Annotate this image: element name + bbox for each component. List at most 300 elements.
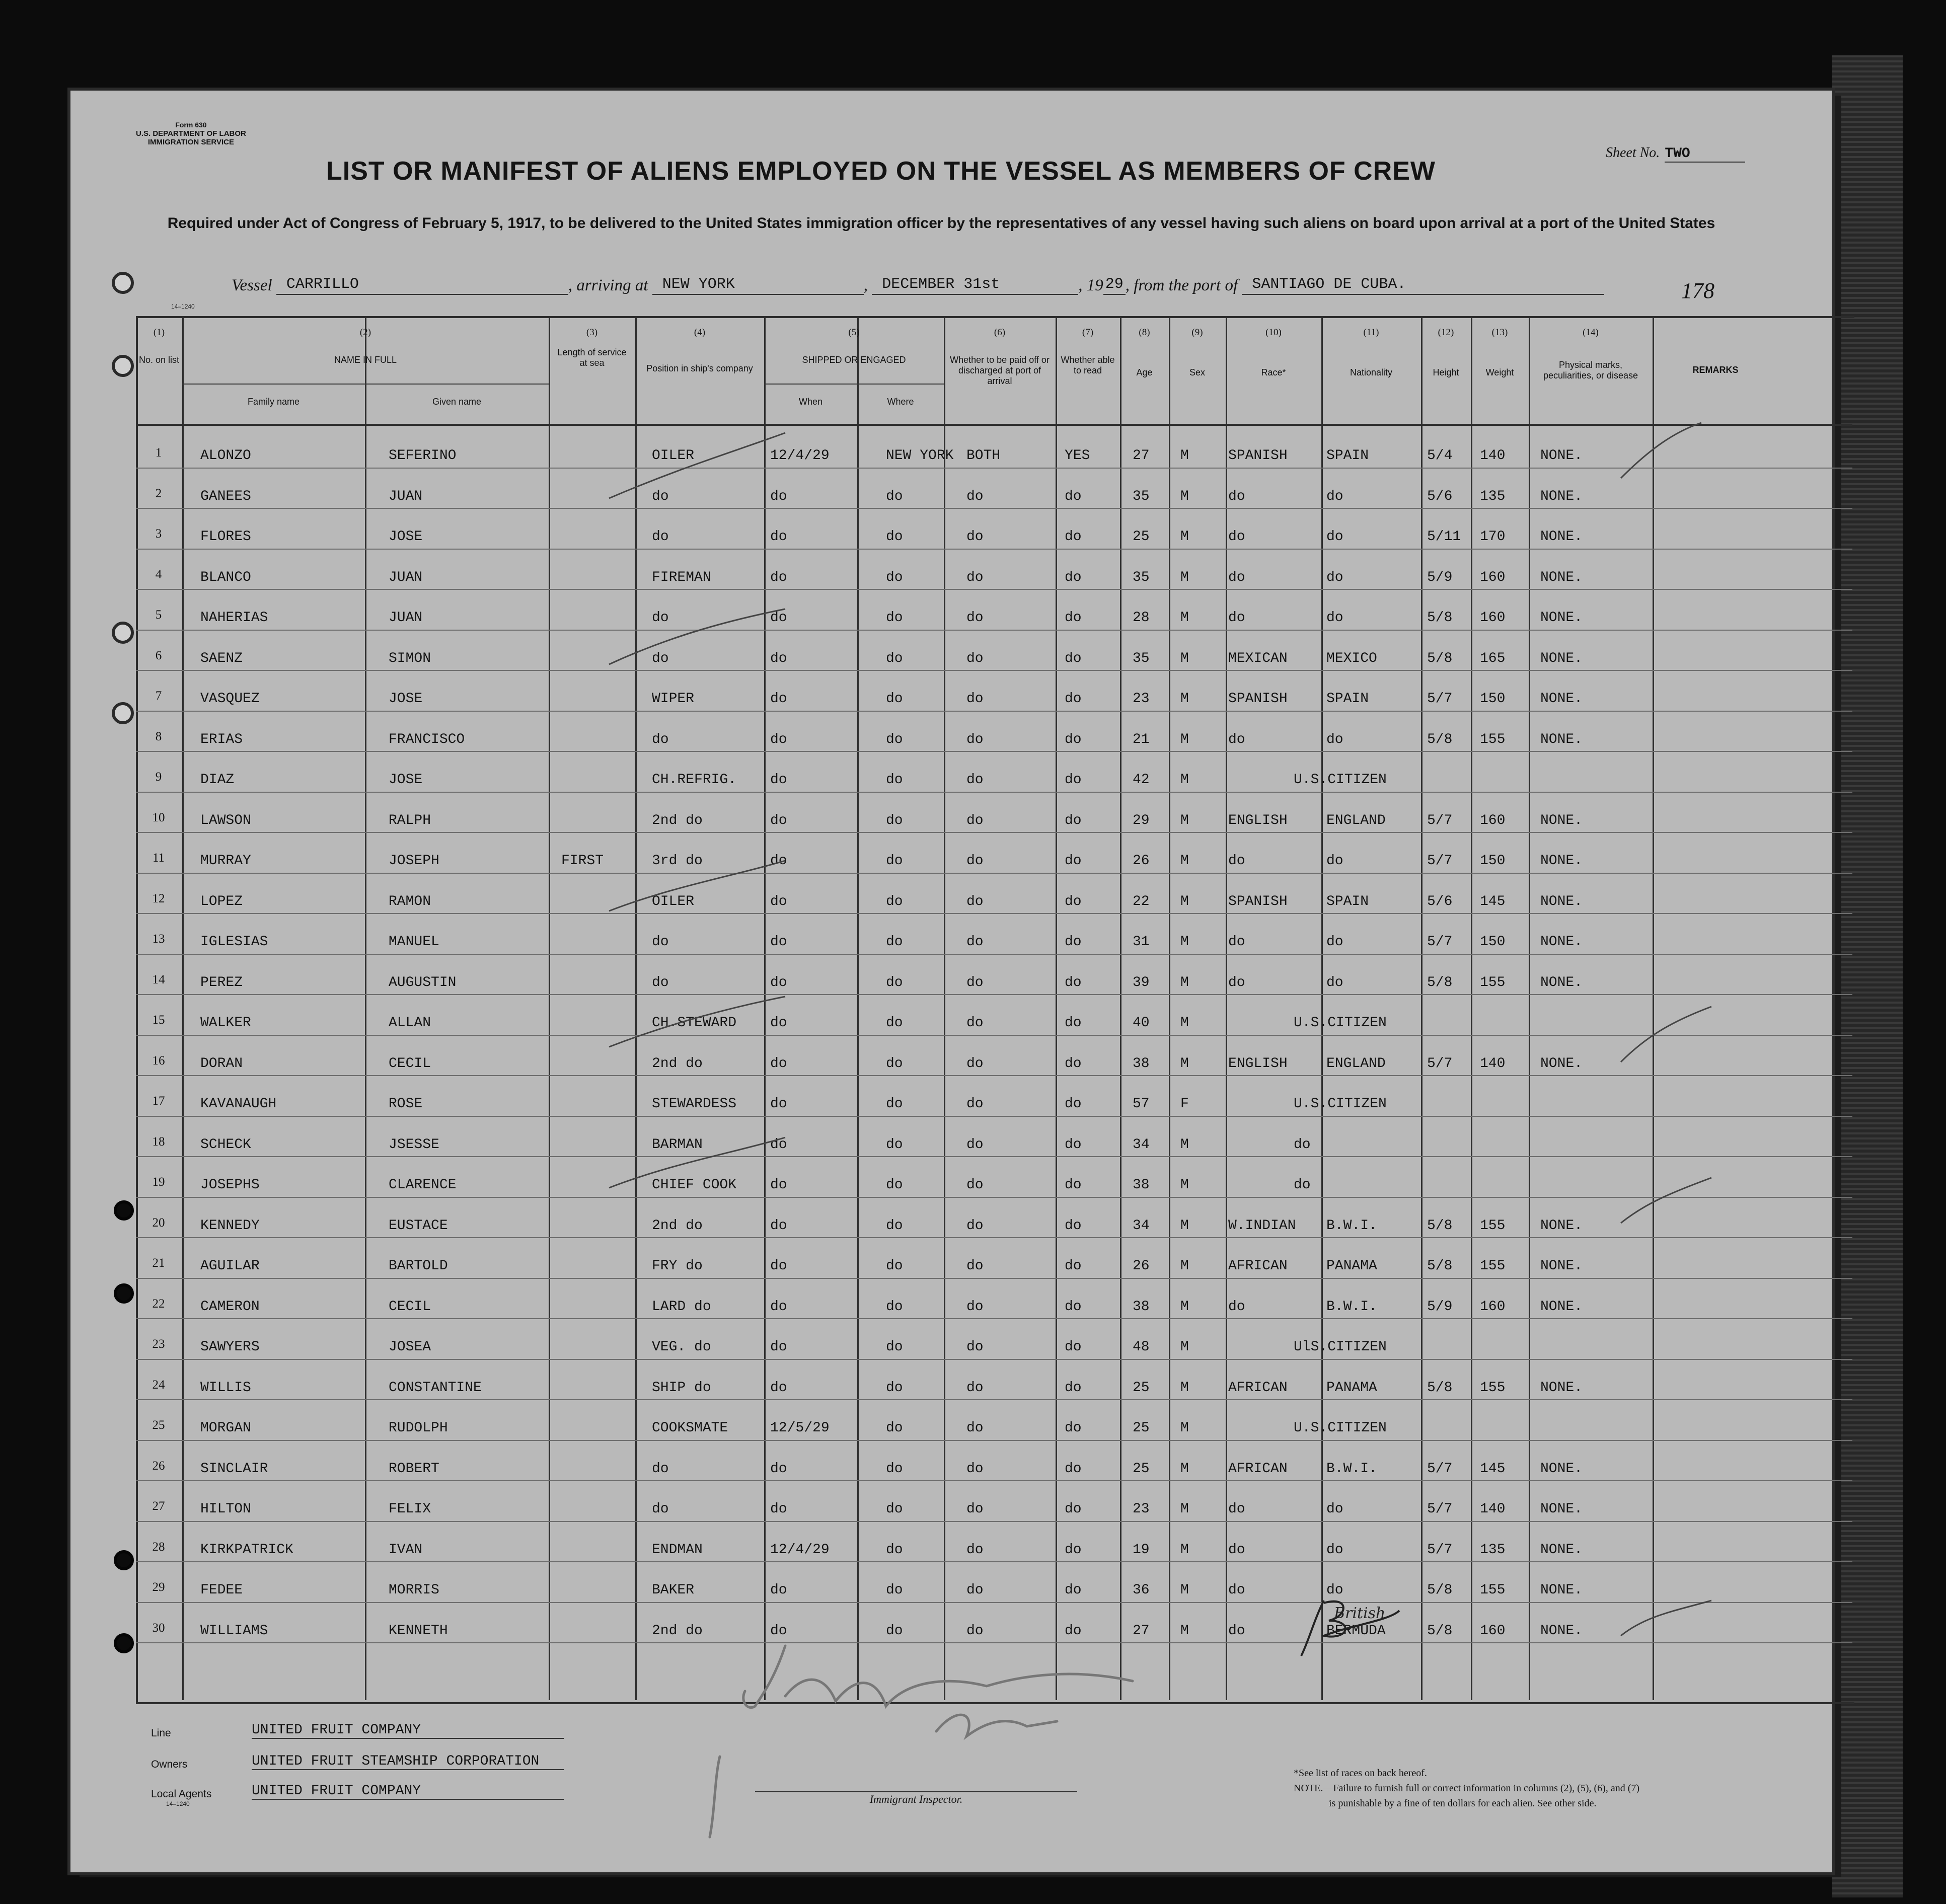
cell-nationality: SPAIN xyxy=(1326,448,1369,464)
cell-when: do xyxy=(770,691,787,707)
cell-sex: M xyxy=(1180,1623,1189,1639)
cell-age: 35 xyxy=(1133,488,1150,504)
cell-read: do xyxy=(1065,731,1082,747)
cell-where: do xyxy=(886,691,903,707)
col2-number: (2) xyxy=(359,327,371,338)
cell-marks: NONE. xyxy=(1540,974,1583,991)
row-number: 10 xyxy=(152,810,165,824)
cell-when: do xyxy=(770,1136,787,1153)
cell-where: do xyxy=(886,1217,903,1234)
cell-read: do xyxy=(1065,893,1082,909)
cell-marks: NONE. xyxy=(1540,488,1583,504)
line-label: Line xyxy=(151,1727,171,1739)
cell-height: 5/6 xyxy=(1427,893,1453,909)
cell-given: BARTOLD xyxy=(389,1258,448,1274)
cell-weight: 135 xyxy=(1480,1542,1506,1558)
cell-read: do xyxy=(1065,610,1082,626)
cell-sex: M xyxy=(1180,1501,1189,1517)
row-number: 19 xyxy=(152,1175,165,1189)
cell-family: HILTON xyxy=(200,1501,251,1517)
cell-nationality: B.W.I. xyxy=(1326,1461,1377,1477)
col-remarks-header: REMARKS xyxy=(1692,365,1739,375)
col-where-header: Where xyxy=(887,397,914,407)
cell-read: do xyxy=(1065,1177,1082,1193)
row-number: 8 xyxy=(155,729,162,743)
col11-number: (11) xyxy=(1363,327,1379,338)
col-no-header: No. on list xyxy=(138,355,180,365)
cell-height: 5/8 xyxy=(1427,731,1453,747)
cell-nationality: SPAIN xyxy=(1326,893,1369,909)
cell-weight: 140 xyxy=(1480,1055,1506,1072)
cell-height: 5/9 xyxy=(1427,1299,1453,1315)
cell-family: IGLESIAS xyxy=(200,934,268,950)
cell-read: do xyxy=(1065,1420,1082,1436)
cell-marks: NONE. xyxy=(1540,1461,1583,1477)
cell-weight: 155 xyxy=(1480,1217,1506,1234)
cell-race: SPANISH xyxy=(1228,893,1288,909)
check-marks xyxy=(609,423,1711,1636)
cell-nationality: BERMUDA xyxy=(1326,1623,1386,1639)
row-number: 28 xyxy=(152,1540,165,1554)
row-number: 27 xyxy=(152,1499,165,1513)
cell-weight: 135 xyxy=(1480,488,1506,504)
cell-marks: NONE. xyxy=(1540,448,1583,464)
cell-sex: M xyxy=(1180,1339,1189,1355)
cell-nationality: do xyxy=(1326,974,1343,991)
cell-given: RALPH xyxy=(389,812,431,828)
cell-when: do xyxy=(770,934,787,950)
cell-where: do xyxy=(886,1420,903,1436)
cell-position: do xyxy=(652,974,669,991)
cell-weight: 145 xyxy=(1480,1461,1506,1477)
cell-sex: M xyxy=(1180,1420,1189,1436)
cell-nationality: ENGLAND xyxy=(1326,1055,1386,1072)
cell-read: do xyxy=(1065,1380,1082,1396)
col13-number: (13) xyxy=(1491,327,1508,338)
cell-paid: do xyxy=(966,1420,984,1436)
vessel-name: CARRILLO xyxy=(276,276,568,295)
cell-height: 5/4 xyxy=(1427,448,1453,464)
cell-read: do xyxy=(1065,812,1082,828)
cell-paid: do xyxy=(966,1542,984,1558)
cell-where: do xyxy=(886,1055,903,1072)
cell-position: 3rd do xyxy=(652,853,703,869)
year-prefix: , 19 xyxy=(1078,276,1103,294)
col-height-header: Height xyxy=(1433,367,1459,377)
cell-paid: do xyxy=(966,691,984,707)
cell-given: AUGUSTIN xyxy=(389,974,457,991)
arriving-label: , arriving at xyxy=(568,276,648,294)
cell-where: do xyxy=(886,731,903,747)
cell-family: BLANCO xyxy=(200,569,251,585)
row-number: 29 xyxy=(152,1580,165,1594)
cell-age: 25 xyxy=(1133,529,1150,545)
cell-height: 5/9 xyxy=(1427,569,1453,585)
cell-position: 2nd do xyxy=(652,1623,703,1639)
cell-height: 5/7 xyxy=(1427,812,1453,828)
cell-family: WALKER xyxy=(200,1015,251,1031)
cell-where: do xyxy=(886,529,903,545)
cell-given: EUSTACE xyxy=(389,1217,448,1234)
cell-when: 12/5/29 xyxy=(770,1420,830,1436)
from-label: , from the port of xyxy=(1125,276,1238,294)
cell-marks: NONE. xyxy=(1540,853,1583,869)
document-subtitle: Required under Act of Congress of February 5, 1917, to be delivered to the United States immigration officer by the representatives of any vessel having such aliens on board upon arrival at a port of the United States xyxy=(167,215,1715,232)
cell-when: do xyxy=(770,569,787,585)
cell-position: ENDMAN xyxy=(652,1542,703,1558)
cell-height: 5/7 xyxy=(1427,934,1453,950)
cell-marks: NONE. xyxy=(1540,1501,1583,1517)
cell-given: SEFERINO xyxy=(389,448,457,464)
cell-race: do xyxy=(1228,610,1245,626)
cell-height: 5/8 xyxy=(1427,1380,1453,1396)
cell-when: do xyxy=(770,853,787,869)
cell-weight: 170 xyxy=(1480,529,1506,545)
cell-paid: do xyxy=(966,1299,984,1315)
cell-sex: M xyxy=(1180,691,1189,707)
cell-nationality: do xyxy=(1326,488,1343,504)
row-number: 1 xyxy=(155,446,162,460)
col-paid-header: Whether to be paid off or discharged at port of arrival xyxy=(950,355,1050,386)
cell-position: 2nd do xyxy=(652,1217,703,1234)
cell-family: KAVANAUGH xyxy=(200,1096,277,1112)
cell-weight: 160 xyxy=(1480,1623,1506,1639)
cell-nationality: do xyxy=(1326,1582,1343,1598)
cell-age: 21 xyxy=(1133,731,1150,747)
cell-nationality: U.S.CITIZEN xyxy=(1294,1015,1387,1031)
cell-family: JOSEPHS xyxy=(200,1177,260,1193)
cell-sex: M xyxy=(1180,1380,1189,1396)
cell-position: do xyxy=(652,1501,669,1517)
cell-family: KIRKPATRICK xyxy=(200,1542,293,1558)
cell-age: 22 xyxy=(1133,893,1150,909)
cell-nationality: do xyxy=(1326,1501,1343,1517)
row-number: 15 xyxy=(152,1013,165,1027)
cell-race: do xyxy=(1228,529,1245,545)
arriving-port: NEW YORK xyxy=(652,276,864,295)
cell-paid: do xyxy=(966,1136,984,1153)
cell-marks: NONE. xyxy=(1540,610,1583,626)
cell-nationality: MEXICO xyxy=(1326,650,1377,666)
cell-age: 27 xyxy=(1133,1623,1150,1639)
cell-height: 5/6 xyxy=(1427,488,1453,504)
cell-weight: 155 xyxy=(1480,1380,1506,1396)
cell-position: FIREMAN xyxy=(652,569,711,585)
cell-height: 5/8 xyxy=(1427,650,1453,666)
cell-sex: M xyxy=(1180,1015,1189,1031)
cell-nationality: do xyxy=(1294,1177,1311,1193)
cell-weight: 155 xyxy=(1480,1258,1506,1274)
cell-given: JOSEA xyxy=(389,1339,431,1355)
cell-weight: 160 xyxy=(1480,812,1506,828)
row-number: 26 xyxy=(152,1459,165,1473)
cell-read: do xyxy=(1065,1055,1082,1072)
cell-where: do xyxy=(886,1339,903,1355)
cell-nationality: B.W.I. xyxy=(1326,1217,1377,1234)
penalty-note-cont: is punishable by a fine of ten dollars for each alien. See other side. xyxy=(1329,1798,1597,1809)
cell-read: do xyxy=(1065,529,1082,545)
cell-when: do xyxy=(770,1582,787,1598)
row-number: 11 xyxy=(152,851,165,865)
cell-weight: 150 xyxy=(1480,934,1506,950)
cell-nationality: U.S.CITIZEN xyxy=(1294,1420,1387,1436)
bermuda-note: British xyxy=(1334,1605,1386,1622)
cell-sex: F xyxy=(1180,1096,1189,1112)
cell-position: VEG. do xyxy=(652,1339,711,1355)
col1-number: (1) xyxy=(153,327,165,338)
cell-paid: do xyxy=(966,1015,984,1031)
cell-given: CONSTANTINE xyxy=(389,1380,482,1396)
col14-number: (14) xyxy=(1583,327,1599,338)
cell-marks: NONE. xyxy=(1540,1623,1583,1639)
cell-read: do xyxy=(1065,1461,1082,1477)
form-service: IMMIGRATION SERVICE xyxy=(147,138,234,146)
cell-height: 5/11 xyxy=(1427,529,1461,545)
row-number: 24 xyxy=(152,1378,165,1392)
cell-age: 38 xyxy=(1133,1299,1150,1315)
cell-when: do xyxy=(770,529,787,545)
cell-when: do xyxy=(770,1461,787,1477)
cell-marks: NONE. xyxy=(1540,1380,1583,1396)
cell-paid: do xyxy=(966,893,984,909)
cell-position: BARMAN xyxy=(652,1136,703,1153)
cell-race: AFRICAN xyxy=(1228,1461,1288,1477)
cell-height: 5/8 xyxy=(1427,610,1453,626)
cell-marks: NONE. xyxy=(1540,1582,1583,1598)
cell-race: do xyxy=(1228,1542,1245,1558)
cell-age: 34 xyxy=(1133,1136,1150,1153)
cell-age: 29 xyxy=(1133,812,1150,828)
col12-number: (12) xyxy=(1438,327,1454,338)
row-number: 3 xyxy=(155,527,162,541)
cell-weight: 160 xyxy=(1480,610,1506,626)
cell-marks: NONE. xyxy=(1540,731,1583,747)
cell-family: WILLIAMS xyxy=(200,1623,268,1639)
col-read-header: Whether able to read xyxy=(1061,355,1115,375)
cell-paid: do xyxy=(966,853,984,869)
cell-given: KENNETH xyxy=(389,1623,448,1639)
cell-position: WIPER xyxy=(652,691,695,707)
col-age-header: Age xyxy=(1136,367,1153,377)
col-given-header: Given name xyxy=(432,397,482,407)
cell-sex: M xyxy=(1180,934,1189,950)
cell-where: do xyxy=(886,1258,903,1274)
cell-where: do xyxy=(886,893,903,909)
cell-paid: do xyxy=(966,1380,984,1396)
arrival-date: DECEMBER 31st xyxy=(872,276,1078,295)
cell-where: do xyxy=(886,1096,903,1112)
agents-value: UNITED FRUIT COMPANY xyxy=(252,1783,564,1800)
cell-where: do xyxy=(886,650,903,666)
cell-race: do xyxy=(1228,488,1245,504)
cell-sex: M xyxy=(1180,731,1189,747)
cell-marks: NONE. xyxy=(1540,1055,1583,1072)
cell-weight: 160 xyxy=(1480,1299,1506,1315)
cell-race: AFRICAN xyxy=(1228,1380,1288,1396)
row-number: 9 xyxy=(155,770,162,784)
cell-given: JUAN xyxy=(389,488,423,504)
cell-position: COOKSMATE xyxy=(652,1420,728,1436)
cell-read: do xyxy=(1065,650,1082,666)
cell-position: do xyxy=(652,1461,669,1477)
cell-when: 12/4/29 xyxy=(770,1542,830,1558)
cell-where: do xyxy=(886,1380,903,1396)
cell-race: do xyxy=(1228,974,1245,991)
cell-where: do xyxy=(886,772,903,788)
form-code-bottom: 14–1240 xyxy=(166,1800,190,1807)
cell-position: do xyxy=(652,529,669,545)
cell-age: 42 xyxy=(1133,772,1150,788)
races-note: *See list of races on back hereof. xyxy=(1294,1768,1427,1779)
cell-age: 23 xyxy=(1133,691,1150,707)
cell-position: SHIP do xyxy=(652,1380,711,1396)
cell-paid: do xyxy=(966,1582,984,1598)
cell-height: 5/7 xyxy=(1427,1055,1453,1072)
cell-position: LARD do xyxy=(652,1299,711,1315)
cell-race: MEXICAN xyxy=(1228,650,1288,666)
cell-weight: 155 xyxy=(1480,731,1506,747)
cell-read: do xyxy=(1065,1015,1082,1031)
cell-race: do xyxy=(1228,1299,1245,1315)
cell-where: NEW YORK xyxy=(886,448,954,464)
cell-given: ROSE xyxy=(389,1096,423,1112)
col4-number: (4) xyxy=(694,327,706,338)
cell-where: do xyxy=(886,812,903,828)
col6-number: (6) xyxy=(994,327,1006,338)
cell-where: do xyxy=(886,1461,903,1477)
cell-height: 5/7 xyxy=(1427,853,1453,869)
cell-when: 12/4/29 xyxy=(770,448,830,464)
cell-race: SPANISH xyxy=(1228,448,1288,464)
cell-marks: NONE. xyxy=(1540,529,1583,545)
cell-sex: M xyxy=(1180,853,1189,869)
cell-weight: 165 xyxy=(1480,650,1506,666)
cell-read: do xyxy=(1065,1623,1082,1639)
cell-paid: do xyxy=(966,1258,984,1274)
col-when-header: When xyxy=(798,397,823,407)
cell-family: MURRAY xyxy=(200,853,251,869)
cell-age: 36 xyxy=(1133,1582,1150,1598)
cell-read: do xyxy=(1065,1339,1082,1355)
cell-read: do xyxy=(1065,569,1082,585)
cell-position: do xyxy=(652,934,669,950)
cell-paid: do xyxy=(966,650,984,666)
col-race-header: Race* xyxy=(1261,367,1286,377)
cell-where: do xyxy=(886,1177,903,1193)
cell-read: do xyxy=(1065,1096,1082,1112)
cell-age: 48 xyxy=(1133,1339,1150,1355)
cell-when: do xyxy=(770,650,787,666)
cell-marks: NONE. xyxy=(1540,1217,1583,1234)
cell-nationality: ENGLAND xyxy=(1326,812,1386,828)
row-number: 12 xyxy=(152,891,165,905)
cell-sex: M xyxy=(1180,772,1189,788)
cell-family: AGUILAR xyxy=(200,1258,260,1274)
cell-marks: NONE. xyxy=(1540,812,1583,828)
cell-paid: do xyxy=(966,1055,984,1072)
cell-sex: M xyxy=(1180,1461,1189,1477)
cell-given: RUDOLPH xyxy=(389,1420,448,1436)
cell-when: do xyxy=(770,1217,787,1234)
cell-marks: NONE. xyxy=(1540,893,1583,909)
cell-nationality: do xyxy=(1326,569,1343,585)
cell-when: do xyxy=(770,772,787,788)
cell-age: 38 xyxy=(1133,1055,1150,1072)
cell-age: 31 xyxy=(1133,934,1150,950)
cell-paid: do xyxy=(966,731,984,747)
cell-position: CHIEF COOK xyxy=(652,1177,737,1193)
col-sex-header: Sex xyxy=(1189,367,1206,377)
cell-age: 23 xyxy=(1133,1501,1150,1517)
owners-value: UNITED FRUIT STEAMSHIP CORPORATION xyxy=(252,1754,564,1770)
cell-paid: do xyxy=(966,1461,984,1477)
cell-sex: M xyxy=(1180,529,1189,545)
cell-marks: NONE. xyxy=(1540,691,1583,707)
col-weight-header: Weight xyxy=(1485,367,1514,377)
cell-paid: do xyxy=(966,812,984,828)
cell-age: 39 xyxy=(1133,974,1150,991)
cell-sex: M xyxy=(1180,893,1189,909)
vessel-label: Vessel xyxy=(232,276,272,294)
row-number: 18 xyxy=(152,1134,165,1149)
cell-given: MORRIS xyxy=(389,1582,439,1598)
cell-read: YES xyxy=(1065,448,1090,464)
cell-sex: M xyxy=(1180,1055,1189,1072)
cell-given: JOSE xyxy=(389,772,423,788)
cell-family: SINCLAIR xyxy=(200,1461,268,1477)
cell-weight: 160 xyxy=(1480,569,1506,585)
cell-race: do xyxy=(1228,569,1245,585)
cell-family: SAENZ xyxy=(200,650,243,666)
cell-race: AFRICAN xyxy=(1228,1258,1288,1274)
cell-paid: BOTH xyxy=(966,448,1001,464)
cell-nationality: do xyxy=(1326,731,1343,747)
cell-given: SIMON xyxy=(389,650,431,666)
row-number: 23 xyxy=(152,1337,165,1351)
cell-when: do xyxy=(770,488,787,504)
cell-nationality: PANAMA xyxy=(1326,1380,1377,1396)
col-position-header: Position in ship's company xyxy=(646,363,753,373)
row-number: 7 xyxy=(155,689,162,703)
cell-age: 26 xyxy=(1133,853,1150,869)
cell-given: ALLAN xyxy=(389,1015,431,1031)
owners-label: Owners xyxy=(151,1759,188,1770)
cell-given: CLARENCE xyxy=(389,1177,457,1193)
cell-paid: do xyxy=(966,1623,984,1639)
cell-height: 5/7 xyxy=(1427,1461,1453,1477)
cell-family: GANEES xyxy=(200,488,251,504)
cell-read: do xyxy=(1065,853,1082,869)
row-number: 17 xyxy=(152,1094,165,1108)
cell-given: RAMON xyxy=(389,893,431,909)
col3-number: (3) xyxy=(586,327,598,338)
row-number: 2 xyxy=(155,486,162,500)
cell-family: DIAZ xyxy=(200,772,235,788)
cell-when: do xyxy=(770,1096,787,1112)
cell-age: 25 xyxy=(1133,1420,1150,1436)
row-number: 20 xyxy=(152,1215,165,1230)
cell-height: 5/8 xyxy=(1427,1623,1453,1639)
cell-family: SAWYERS xyxy=(200,1339,260,1355)
cell-given: JSESSE xyxy=(389,1136,439,1153)
cell-given: JOSEPH xyxy=(389,853,439,869)
cell-read: do xyxy=(1065,974,1082,991)
col7-number: (7) xyxy=(1082,327,1094,338)
cell-family: KENNEDY xyxy=(200,1217,260,1234)
cell-weight: 155 xyxy=(1480,974,1506,991)
cell-marks: NONE. xyxy=(1540,650,1583,666)
cell-family: CAMERON xyxy=(200,1299,260,1315)
